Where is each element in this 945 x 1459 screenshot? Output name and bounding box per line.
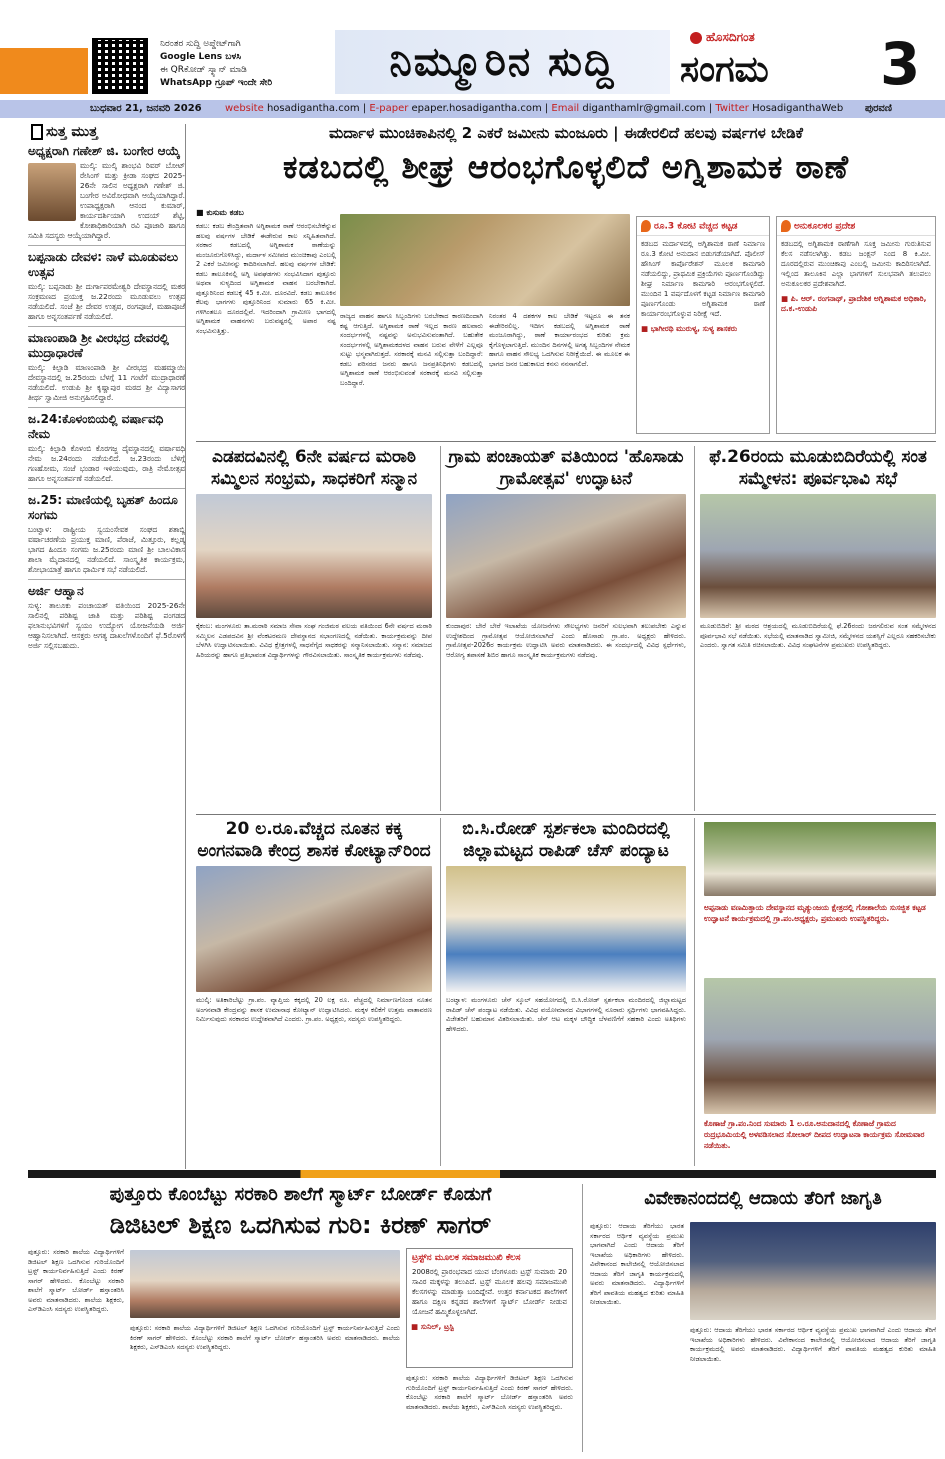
location-box-title (777, 217, 935, 236)
left-item-body: ಮುಲ್ಕಿ: ಮುಲ್ಕಿ ಶಾಂಭವಿ ರಿವರ್ ಬೋಟ್ ರೇಸಿಂಗ್ ಮತ್ತು ಕ್ರೀಡಾ ಸಂಘದ 2025-26ನೇ ಸಾಲಿನ ಅಧ್ಯಕ್ಷರಾಗಿ ಗಣೇಶ್ ಜಿ. ಬಂಗೇರ ಅವಿರೋಧವಾಗಿ ಆಯ್ಕೆಯಾಗಿದ್ದಾರೆ. ಉಪಾಧ್ಯಕ್ಷರಾಗಿ ಆನಂದ ಕುಮಾರ್, ಕಾರ್ಯದರ್ಶಿಯಾಗಿ ಉದಯ್ ಶೆಟ್ಟಿ, ಕೋಶಾಧಿಕಾರಿಯಾಗಿ ರವಿ ಪೂಜಾರಿ ಹಾಗೂ ಸಮಿತಿ ಸದಸ್ಯರು ಆಯ್ಕೆಯಾಗಿದ್ದಾರೆ. (28, 161, 185, 240)
cost-box-title (637, 217, 769, 236)
left-item-headline: ಜ.25: ಮಾಣಿಯಲ್ಲಿ ಬೃಹತ್ ಹಿಂದೂ ಸಂಗಮ (28, 493, 178, 522)
anganwadi-photo (196, 866, 432, 992)
left-item (28, 493, 185, 575)
santa-sammelana-headline: ಫೆ.26ರಂದು ಮೂಡುಬಿದಿರೆಯಲ್ಲಿ ಸಂತ ಸಮ್ಮೇಳನ: ಪೂರ್ವಭಾವಿ ಸಭೆ (709, 447, 927, 489)
issue-date: ಬುಧವಾರ 21, ಜನವರಿ 2026 (90, 103, 202, 114)
income-tax-body: ಪುತ್ತೂರು: ಆದಾಯ ತೆರಿಗೆಯು ಭಾರತ ಸರ್ಕಾರದ ಆರ್ಥಿಕ ವ್ಯವಸ್ಥೆಯ ಪ್ರಮುಖ ಭಾಗವಾಗಿದೆ ಎಂದು ಆದಾಯ ತೆರಿಗೆ ಇಲಾಖೆಯ ಅಧಿಕಾರಿಗಳು ಹೇಳಿದರು. ವಿವೇಕಾನಂದ ಕಾಲೇಜಿನಲ್ಲಿ ಆಯೋಜಿಸಲಾದ ಆದಾಯ ತೆರಿಗೆ ಜಾಗೃತಿ ಕಾರ್ಯಕ್ರಮದಲ್ಲಿ ಅವರು ಮಾತನಾಡಿದರು. ವಿದ್ಯಾರ್ಥಿಗಳಿಗೆ ತೆರಿಗೆ ಪಾವತಿಯ ಮಹತ್ವದ ಕುರಿತು ಮಾಹಿತಿ ನೀಡಲಾಯಿತು. (590, 1222, 684, 1306)
trust-box-body: 2008ರಲ್ಲಿ ಪ್ರಾರಂಭವಾದ ಯುವ ಬೆಂಗಳೂರು ಟ್ರಸ್ಟ್ ಸುಮಾರು 20 ಸಾವಿರ ಮಕ್ಕಳನ್ನು ತಲುಪಿದೆ. ಟ್ರಸ್ಟ್ ಮೂಲಕ ಹಲವು ಸಮಾಜಮುಖಿ ಕೆಲಸಗಳನ್ನು ಮಾಡುತ್ತಾ ಬಂದಿದ್ದೇವೆ. ಉತ್ತರ ಕರ್ನಾಟಕದ ಶಾಲೆಗಳಿಗೆ ಹಾಗೂ ದಕ್ಷಿಣ ಕನ್ನಡದ ಶಾಲೆಗಳಿಗೆ ಸ್ಮಾರ್ಟ್ ಬೋರ್ಡ್ ನೀಡುವ ಯೋಜನೆ ಹಮ್ಮಿಕೊಳ್ಳಲಾಗಿದೆ. (412, 1268, 567, 1316)
brand-logo-icon (690, 32, 702, 44)
divider (28, 579, 185, 580)
santa-meeting-photo (700, 494, 936, 618)
divider (28, 326, 185, 327)
epaper-link[interactable]: epaper.hosadigantha.com (411, 103, 542, 114)
cost-box (636, 216, 770, 434)
twitter-link[interactable]: HosadiganthaWeb (752, 103, 844, 114)
divider (28, 488, 185, 489)
divider (582, 1184, 583, 1452)
masthead (0, 0, 945, 100)
left-column (28, 124, 186, 1169)
location-box (776, 216, 936, 434)
portrait-photo (28, 163, 76, 221)
top-story-kicker: ಮರ್ದಾಳ ಮುಂಚಿಕಾಪಿನಲ್ಲಿ 2 ಎಕರೆ ಜಮೀನು ಮಂಜೂರು | ಈಡೇರಲಿದೆ ಹಲವು ವರ್ಷಗಳ ಬೇಡಿಕೆ (329, 124, 803, 142)
gramotsava-photo (446, 494, 686, 618)
smartboard-body-cont: ಪುತ್ತೂರು: ಸರಕಾರಿ ಶಾಲೆಯ ವಿದ್ಯಾರ್ಥಿಗಳಿಗೆ ಡಿಜಿಟಲ್ ಶಿಕ್ಷಣ ಒದಗಿಸುವ ಗುರಿಯೊಂದಿಗೆ ಟ್ರಸ್ಟ್ ಕಾರ್ಯನಿರ್ವಹಿಸುತ್ತಿದೆ ಎಂದು ಕಿರಣ್ ಸಾಗರ್ ಹೇಳಿದರು. ಕೊಂಬೆಟ್ಟು ಸರಕಾರಿ ಶಾಲೆಗೆ ಸ್ಮಾರ್ಟ್ ಬೋರ್ಡ್ ಹಸ್ತಾಂತರಿಸಿ ಅವರು ಮಾತನಾಡಿದರು. ಶಾಲೆಯ ಶಿಕ್ಷಕರು, ಎಸ್‌ಡಿಎಂಸಿ ಸದಸ್ಯರು ಉಪಸ್ಥಿತರಿದ್ದರು. (130, 1324, 400, 1351)
top-story-headline: ಕಡಬದಲ್ಲಿ ಶೀಘ್ರ ಆರಂಭಗೊಳ್ಳಲಿದೆ ಅಗ್ನಿಶಾಮಕ ಠಾಣೆ (283, 148, 849, 186)
twitter-label: Twitter (715, 103, 749, 114)
byline-name: ಕುಸುಮ ಕಡಬ (206, 208, 244, 217)
divider (28, 245, 185, 246)
website-link[interactable]: hosadigantha.com (266, 103, 360, 114)
left-item (28, 144, 185, 241)
smartboard-kicker: ಪುತ್ತೂರು ಕೊಂಬೆಟ್ಟು ಸರಕಾರಿ ಶಾಲೆಗೆ ಸ್ಮಾರ್ಟ್ ಬೋರ್ಡ್ ಕೊಡುಗೆ (109, 1184, 492, 1205)
left-item-body: ಸುಳ್ಯ: ತಾಲೂಕು ಪಂಚಾಯತ್ ವತಿಯಿಂದ 2025-26ನೇ ಸಾಲಿನಲ್ಲಿ ಪರಿಶಿಷ್ಟ ಜಾತಿ ಮತ್ತು ಪರಿಶಿಷ್ಟ ಪಂಗಡದ ಫಲಾನುಭವಿಗಳಿಗೆ ಸ್ವಯಂ ಉದ್ಯೋಗ ಯೋಜನೆಯಡಿ ಅರ್ಜಿ ಆಹ್ವಾನಿಸಲಾಗಿದೆ. ಆಸಕ್ತರು ಅಗತ್ಯ ದಾಖಲೆಗಳೊಂದಿಗೆ ಫೆ.5ರೊಳಗೆ ಅರ್ಜಿ ಸಲ್ಲಿಸಬಹುದು. (28, 601, 185, 650)
qr-line-3: ಈ QRಕೋಡ್ ಸ್ಕ್ಯಾನ್ ಮಾಡಿ (160, 65, 247, 75)
smartboard-photo (130, 1250, 400, 1318)
santa-sammelana-body: ಮೂಡುಬಿದಿರೆ: ಶ್ರೀ ಮಠದ ಆಶ್ರಯದಲ್ಲಿ ಮೂಡುಬಿದಿರೆಯಲ್ಲಿ ಫೆ.26ರಂದು ಜರಗಲಿರುವ ಸಂತ ಸಮ್ಮೇಳನದ ಪೂರ್ವಭಾವಿ ಸಭೆ ನಡೆಯಿತು. ಸಭೆಯಲ್ಲಿ ಮಾತನಾಡಿದ ಸ್ವಾಮೀಜಿ, ಸಮ್ಮೇಳನದ ಯಶಸ್ಸಿಗೆ ಎಲ್ಲರೂ ಸಹಕರಿಸಬೇಕು ಎಂದರು. ಸ್ವಾಗತ ಸಮಿತಿ ರಚಿಸಲಾಯಿತು. ವಿವಿಧ ಸಂಘಟನೆಗಳ ಪ್ರಮುಖರು ಉಪಸ್ಥಿತರಿದ್ದರು. (700, 622, 936, 649)
cost-box-body: ಕಡಬದ ಮರ್ದಾಳದಲ್ಲಿ ಅಗ್ನಿಶಾಮಕ ಠಾಣೆ ನಿರ್ಮಾಣ ರೂ.3 ಕೋಟಿ ಅನುದಾನ ಬಿಡುಗಡೆಯಾಗಿದೆ. ಪೊಲೀಸ್ ಹೌಸಿಂಗ್ ಕಾರ್ಪೊರೇಶನ್ ಮೂಲಕ ಕಾಮಗಾರಿ ನಡೆಯಲಿದ್ದು, ಪ್ರಾಥಮಿಕ ಪ್ರಕ್ರಿಯೆಗಳು ಪೂರ್ಣಗೊಂಡಿದ್ದು ಶೀಘ್ರ ನಿರ್ಮಾಣ ಕಾಮಗಾರಿ ಆರಂಭಗೊಳ್ಳಲಿದೆ. ಮುಂದಿನ 1 ವರ್ಷದೊಳಗೆ ಕಟ್ಟಡ ನಿರ್ಮಾಣ ಕಾಮಗಾರಿ ಪೂರ್ಣಗೊಂಡು ಅಗ್ನಿಶಾಮಕ ಠಾಣೆ ಕಾರ್ಯಾರಂಭಗೊಳ್ಳುವ ನಿರೀಕ್ಷೆ ಇದೆ. (641, 240, 765, 318)
location-box-byline: ■ ಪಿ. ಆರ್. ರಂಗನಾಥ್, ಪ್ರಾದೇಶಿಕ ಅಗ್ನಿಶಾಮಕ ಅಧಿಕಾರಿ, ದ.ಕ.-ಉಡುಪಿ (781, 294, 927, 313)
brand-label: ಹೊಸದಿಗಂತ (706, 30, 755, 44)
info-bar (0, 100, 945, 118)
left-item (28, 331, 185, 403)
income-tax-body-cont: ಪುತ್ತೂರು: ಆದಾಯ ತೆರಿಗೆಯು ಭಾರತ ಸರ್ಕಾರದ ಆರ್ಥಿಕ ವ್ಯವಸ್ಥೆಯ ಪ್ರಮುಖ ಭಾಗವಾಗಿದೆ ಎಂದು ಆದಾಯ ತೆರಿಗೆ ಇಲಾಖೆಯ ಅಧಿಕಾರಿಗಳು ಹೇಳಿದರು. ವಿವೇಕಾನಂದ ಕಾಲೇಜಿನಲ್ಲಿ ಆಯೋಜಿಸಲಾದ ಆದಾಯ ತೆರಿಗೆ ಜಾಗೃತಿ ಕಾರ್ಯಕ್ರಮದಲ್ಲಿ ಅವರು ಮಾತನಾಡಿದರು. ವಿದ್ಯಾರ್ಥಿಗಳಿಗೆ ತೆರಿಗೆ ಪಾವತಿಯ ಮಹತ್ವದ ಕುರಿತು ಮಾಹಿತಿ ನೀಡಲಾಯಿತು. (690, 1326, 936, 1363)
divider (440, 446, 441, 811)
income-tax-headline: ವಿವೇಕಾನಂದದಲ್ಲಿ ಆದಾಯ ತೆರಿಗೆ ಜಾಗೃತಿ (644, 1188, 882, 1209)
qr-line-2: Google Lens ಬಳಸಿ (160, 52, 242, 62)
drop-icon (781, 220, 791, 232)
brand-name (690, 30, 755, 45)
smartboard-body-tail: ಪುತ್ತೂರು: ಸರಕಾರಿ ಶಾಲೆಯ ವಿದ್ಯಾರ್ಥಿಗಳಿಗೆ ಡಿಜಿಟಲ್ ಶಿಕ್ಷಣ ಒದಗಿಸುವ ಗುರಿಯೊಂದಿಗೆ ಟ್ರಸ್ಟ್ ಕಾರ್ಯನಿರ್ವಹಿಸುತ್ತಿದೆ ಎಂದು ಕಿರಣ್ ಸಾಗರ್ ಹೇಳಿದರು. ಕೊಂಬೆಟ್ಟು ಸರಕಾರಿ ಶಾಲೆಗೆ ಸ್ಮಾರ್ಟ್ ಬೋರ್ಡ್ ಹಸ್ತಾಂತರಿಸಿ ಅವರು ಮಾತನಾಡಿದರು. ಶಾಲೆಯ ಶಿಕ್ಷಕರು, ಎಸ್‌ಡಿಎಂಸಿ ಸದಸ್ಯರು ಉಪಸ್ಥಿತರಿದ್ದರು. (406, 1374, 573, 1411)
section-band (28, 1170, 936, 1178)
solar-light-caption: ಕೊಣಾಜೆ ಗ್ರಾ.ಪಂ.ನಿಂದ ಸುಮಾರು 1 ಲ.ರೂ.ಅನುದಾನದಲ್ಲಿ ಕೊಣಾಜೆ ಗ್ರಾಮದ ರುದ್ರಭೂಮಿಯಲ್ಲಿ ಅಳವಡಿಸಲಾದ ಸೋಲಾರ್ ದೀಪದ ಉದ್ಘಾಟನಾ ಕಾರ್ಯಕ್ರಮ ಸೋಮವಾರ ನಡೆಯಿತು. (704, 1119, 925, 1150)
smartboard-headline: ಡಿಜಿಟಲ್ ಶಿಕ್ಷಣ ಒದಗಿಸುವ ಗುರಿ: ಕಿರಣ್ ಸಾಗರ್ (109, 1211, 492, 1239)
qr-code-icon[interactable] (92, 38, 148, 94)
gramotsava-body: ಕುಂದಾಪುರ: ಬೇರೆ ಬೇರೆ ಇಲಾಖೆಯ ಯೋಜನೆಗಳು ಸೌಲಭ್ಯಗಳು ಜನರಿಗೆ ಸುಲಭವಾಗಿ ತಲುಪಬೇಕು ಎನ್ನುವ ಉದ್ದೇಶದಿಂದ ಗ್ರಾಮೋತ್ಸವ ಆಯೋಜಿಸಲಾಗಿದೆ ಎಂದು ಹೊಸಾಡು ಗ್ರಾ.ಪಂ. ಅಧ್ಯಕ್ಷರು ಹೇಳಿದರು. ಗ್ರಾಮೋತ್ಸವ-2026ರ ಕಾರ್ಯಕ್ರಮ ಉದ್ಘಾಟಿಸಿ ಅವರು ಮಾತನಾಡಿದರು. ಈ ಸಂದರ್ಭದಲ್ಲಿ ವಿವಿಧ ಸ್ಪರ್ಧೆಗಳು, ಆರೋಗ್ಯ ತಪಾಸಣೆ ಶಿಬಿರ ಹಾಗೂ ಸಾಂಸ್ಕೃತಿಕ ಕಾರ್ಯಕ್ರಮಗಳು ನಡೆದವು. (446, 622, 686, 659)
divider (440, 818, 441, 1166)
trust-box-byline: ■ ಸುನಿಲ್, ಟ್ರಸ್ಟಿ (411, 1322, 454, 1331)
left-item-headline: ಅರ್ಜಿ ಆಹ್ವಾನ (28, 584, 84, 598)
top-story-col-2: ರಾಜ್ಯದ ವಾಹನ ಹಾಗೂ ಸಿಬ್ಬಂದಿಗಳು ಬರಬೇಕಾದ ಕಾರಣದಿಂದಾಗಿ ಕಷ್ಟ ಆಗುತ್ತಿದೆ. ಅಗ್ನಿಶಾಮಕ ಠಾಣೆ ಇಲ್ಲದ ಕಾರಣ ಹಲವಾರು ಸಂದರ್ಭಗಳಲ್ಲಿ ನಷ್ಟವನ್ನು ಅನುಭವಿಸುವಂತಾಗಿದೆ. ಬಹುತೇಕ ಸಂದರ್ಭಗಳಲ್ಲಿ ಅಗ್ನಿಶಾಮಕದಳದ ವಾಹನ ಬರುವ ವೇಳೆಗೆ ಎಲ್ಲವೂ ಸುಟ್ಟು ಭಸ್ಮವಾಗಿರುತ್ತದೆ. ಸರಕಾರಕ್ಕೆ ಮನವಿ ಸಲ್ಲಿಸುತ್ತಾ ಬಂದಿದ್ದಾರೆ: ಕಡಬ ಪರಿಸರದ ಜನರು ಹಾಗೂ ಜನಪ್ರತಿನಿಧಿಗಳು ಕಡಬದಲ್ಲಿ ಅಗ್ನಿಶಾಮಕ ಠಾಣೆ ಆರಂಭಿಸುವಂತೆ ಸರಕಾರಕ್ಕೆ ಮನವಿ ಸಲ್ಲಿಸುತ್ತಾ ಬಂದಿದ್ದಾರೆ. (340, 312, 483, 387)
left-item (28, 584, 185, 651)
suttamutta-label: ಸುತ್ತ ಮುತ್ತ (46, 124, 98, 140)
qr-line-4: WhatsApp ಗ್ರೂಪ್ ಇಂದೇ ಸೇರಿ (160, 78, 273, 88)
trust-box-title: ಟ್ರಸ್ಟ್‌ನ ಮೂಲಕ ಸಮಾಜಮುಖಿ ಕೆಲಸ (412, 1253, 521, 1263)
paper-name: ನಿಮ್ಮೂರಿನ ಸುದ್ದಿ (335, 30, 670, 94)
left-item-body: ಮುಲ್ಕಿ: ಕಿಲ್ಪಾಡಿ ಮಾಣಂಪಾಡಿ ಶ್ರೀ ವೀರಭದ್ರ ಮಹಮ್ಮಾಯಿ ದೇವಸ್ಥಾನದಲ್ಲಿ ಜ.25ರಂದು ಬೆಳಗ್ಗೆ 11 ಗಂಟೆಗೆ ಮುದ್ರಾಧಾರಣೆ ನಡೆಯಲಿದೆ. ಉಡುಪಿ ಶ್ರೀ ಕೃಷ್ಣಾಪುರ ಮಠದ ಶ್ರೀ ವಿದ್ಯಾಸಾಗರ ತೀರ್ಥ ಸ್ವಾಮೀಜಿ ಅನುಗ್ರಹಿಸಲಿದ್ದಾರೆ. (28, 363, 185, 402)
door-icon (31, 124, 43, 140)
trust-box (406, 1248, 573, 1368)
left-item-headline: ಬಪ್ಪನಾಡು ದೇವಳ: ನಾಳೆ ಮೂಡುವಲು ಉತ್ಸವ (28, 250, 179, 279)
left-item-body: ಮುಲ್ಕಿ: ಬಪ್ಪನಾಡು ಶ್ರೀ ದುರ್ಗಾಪರಮೇಶ್ವರಿ ದೇವಸ್ಥಾನದಲ್ಲಿ ಮಕರ ಸಂಕ್ರಮಣದ ಪ್ರಯುಕ್ತ ಜ.22ರಂದು ಮೂಡುವಲು ಉತ್ಸವ ನಡೆಯಲಿದೆ. ಸಂಜೆ ಶ್ರೀ ದೇವರ ಉತ್ಸವ, ರಂಗಪೂಜೆ, ಮಹಾಪೂಜೆ ಹಾಗೂ ಅನ್ನಸಂತರ್ಪಣೆ ನಡೆಯಲಿದೆ. (28, 282, 185, 321)
left-item (28, 412, 185, 484)
goshala-caption: ಅಪ್ಪನಾಡು ವಣಮಿತ್ತಾಯ ದೇವಸ್ಥಾನದ ಮೃತ್ಯುಂಜಯ ಕ್ಷೇತ್ರದಲ್ಲಿ ಗೋಶಾಲೆಯ ಸುಸಜ್ಜಿತ ಕಟ್ಟಡ ಉದ್ಘಾಟನೆ ಕಾರ್ಯಕ್ರಮದಲ್ಲಿ ಗ್ರಾ.ಪಂ.ಅಧ್ಯಕ್ಷರು, ಪ್ರಮುಖರು ಉಪಸ್ಥಿತರಿದ್ದರು. (704, 903, 926, 923)
left-item-body: ಮುಲ್ಕಿ: ಕಿಲ್ಪಾಡಿ ಕೊಳಂಬಿ ಕೊರಗಜ್ಜ ದೈವಸ್ಥಾನದಲ್ಲಿ ವರ್ಷಾವಧಿ ನೇಮ ಜ.24ರಂದು ನಡೆಯಲಿದೆ. ಜ.23ರಂದು ಬೆಳಿಗ್ಗೆ ಗಣಹೋಮ, ಸಂಜೆ ಭಂಡಾರ ಇಳಿಯುವುದು, ರಾತ್ರಿ ನೇಮೋತ್ಸವ ಹಾಗೂ ಅನ್ನಸಂತರ್ಪಣೆ ನಡೆಯಲಿದೆ. (28, 444, 185, 483)
left-item (28, 250, 185, 322)
left-item-headline: ಮಾಣಂಪಾಡಿ ಶ್ರೀ ವೀರಭದ್ರ ದೇವರಲ್ಲಿ ಮುದ್ರಾಧಾರಣೆ (28, 331, 169, 360)
divider (196, 814, 936, 815)
site-photo (340, 214, 630, 306)
qr-line-1: ನಿರಂತರ ಸುದ್ದಿ ಅಪ್ಡೇಟ್‌ಗಾಗಿ (160, 39, 241, 49)
divider (694, 446, 695, 811)
email-label: Email (551, 103, 580, 114)
left-item-headline: ಜ.24:ಕೊಳಂಬಿಯಲ್ಲಿ ವರ್ಷಾವಧಿ ನೇಮ (28, 412, 164, 441)
marathi-story-headline: ಎಡಪದವಿನಲ್ಲಿ 6ನೇ ವರ್ಷದ ಮರಾಠಿ ಸಮ್ಮಿಲನ ಸಂಭ್ರಮ, ಸಾಧಕರಿಗೆ ಸನ್ಮಾನ (210, 447, 418, 489)
chess-body: ಬಂಟ್ವಾಳ: ಮಂಗಳೂರು ಚೆಸ್ ಸ್ಕೂಲ್ ಸಹಯೋಗದಲ್ಲಿ ಬಿ.ಸಿ.ರೋಡ್ ಸ್ಪರ್ಶಕಲಾ ಮಂದಿರದಲ್ಲಿ ಜಿಲ್ಲಾಮಟ್ಟದ ರಾಪಿಡ್ ಚೆಸ್ ಪಂದ್ಯಾಟ ನಡೆಯಿತು. ವಿವಿಧ ವಯೋಮಾನದ ವಿಭಾಗಗಳಲ್ಲಿ ನೂರಾರು ಸ್ಪರ್ಧಿಗಳು ಭಾಗವಹಿಸಿದ್ದರು. ವಿಜೇತರಿಗೆ ಬಹುಮಾನ ವಿತರಿಸಲಾಯಿತು. ಚೆಸ್ ಆಟ ಮಕ್ಕಳ ಬೌದ್ಧಿಕ ಬೆಳವಣಿಗೆಗೆ ಸಹಕಾರಿ ಎಂದು ಅತಿಥಿಗಳು ಹೇಳಿದರು. (446, 996, 686, 1033)
left-item-headline: ಅಧ್ಯಕ್ಷರಾಗಿ ಗಣೇಶ್ ಜಿ. ಬಂಗೇರ ಆಯ್ಕೆ (28, 144, 181, 158)
trust-box-byline-text: ಸುನಿಲ್, ಟ್ರಸ್ಟಿ (420, 1322, 454, 1331)
qr-instructions (160, 38, 335, 90)
drop-icon (641, 220, 651, 232)
supplement-name: ಸಂಗಮ (680, 48, 769, 90)
masthead-orange-block (0, 48, 88, 94)
suttamutta-logo (28, 124, 185, 140)
left-item-body: ಬಂಟ್ವಾಳ: ರಾಷ್ಟ್ರೀಯ ಸ್ವಯಂಸೇವಕ ಸಂಘದ ಶತಾಬ್ದಿ ವರ್ಷಾಚರಣೆಯ ಪ್ರಯುಕ್ತ ಮಾಣಿ, ಪೆರಾಜೆ, ಮಿತ್ತೂರು, ಕಲ್ಲಡ್ಕ ಭಾಗದ ಹಿಂದೂ ಸಂಗಮ ಜ.25ರಂದು ಮಾಣಿ ಶ್ರೀ ಬಾಲವಿಕಾಸ ಶಾಲಾ ಮೈದಾನದಲ್ಲಿ ನಡೆಯಲಿದೆ. ಸಾಂಸ್ಕೃತಿಕ ಕಾರ್ಯಕ್ರಮ, ಶೋಭಾಯಾತ್ರೆ ಹಾಗೂ ಧಾರ್ಮಿಕ ಸಭೆ ನಡೆಯಲಿದೆ. (28, 525, 185, 574)
anganwadi-body: ಮುಲ್ಕಿ: ಅತಿಕಾರಿಬೆಟ್ಟು ಗ್ರಾ.ಪಂ. ವ್ಯಾಪ್ತಿಯ ಕಕ್ಕದಲ್ಲಿ 20 ಲಕ್ಷ ರೂ. ವೆಚ್ಚದಲ್ಲಿ ನಿರ್ಮಾಣಗೊಂಡ ನೂತನ ಅಂಗನವಾಡಿ ಕೇಂದ್ರವನ್ನು ಶಾಸಕ ಉಮಾನಾಥ ಕೋಟ್ಯಾನ್ ಉದ್ಘಾಟಿಸಿದರು. ಮಕ್ಕಳ ಕಲಿಕೆಗೆ ಉತ್ತಮ ವಾತಾವರಣ ನಿರ್ಮಿಸುವುದು ಸರಕಾರದ ಉದ್ದೇಶವಾಗಿದೆ ಎಂದರು. ಗ್ರಾ.ಪಂ. ಅಧ್ಯಕ್ಷರು, ಸದಸ್ಯರು ಉಪಸ್ಥಿತರಿದ್ದರು. (196, 996, 432, 1023)
email-link[interactable]: diganthamlr@gmail.com (582, 103, 706, 114)
contact-links: website hosadigantha.com | E-paper epaper.hosadigantha.com | Email diganthamlr@gmail.com | Twitter HosadiganthaWeb (225, 103, 844, 114)
divider (196, 441, 936, 442)
cost-box-byline-text: ಭಾಗೀರಥಿ ಮುರುಳ್ಯ, ಸುಳ್ಯ ಶಾಸಕರು (650, 324, 738, 333)
top-story-byline: ■ ಕುಸುಮ ಕಡಬ (196, 208, 244, 217)
location-box-byline-text: ಪಿ. ಆರ್. ರಂಗನಾಥ್, ಪ್ರಾದೇಶಿಕ ಅಗ್ನಿಶಾಮಕ ಅಧಿಕಾರಿ, ದ.ಕ.-ಉಡುಪಿ (781, 294, 927, 313)
solar-light-photo (704, 978, 936, 1114)
income-tax-photo (690, 1222, 936, 1320)
location-box-title-text: ಅನುಕೂಲಕರ ಪ್ರದೇಶ (794, 221, 856, 232)
cost-box-title-text: ರೂ.3 ಕೋಟಿ ವೆಚ್ಚದ ಕಟ್ಟಡ (654, 221, 738, 232)
page-number: 3 (880, 30, 921, 98)
epaper-label: E-paper (369, 103, 409, 114)
divider (28, 407, 185, 408)
top-story-col-3: ನಿರಂತರ 4 ದಶಕಗಳ ಕಾಲ ಬೇಡಿಕೆ ಇಟ್ಟರೂ ಈ ತನಕ ಈಡೇರಿರಲಿಲ್ಲ. ಇದೀಗ ಕಡಬದಲ್ಲಿ ಅಗ್ನಿಶಾಮಕ ಠಾಣೆ ಮಂಜೂರಾಗಿದ್ದು, ಠಾಣೆ ಕಾರ್ಯಾರಂಭದ ಕುರಿತು ಕ್ರಮ ಕೈಗೊಳ್ಳಲಾಗುತ್ತಿದೆ. ಮುಂದಿನ ದಿನಗಳಲ್ಲಿ ಅಗತ್ಯ ಸಿಬ್ಬಂದಿಗಳ ನೇಮಕ ಹಾಗೂ ವಾಹನ ಸೌಲಭ್ಯ ಒದಗಿಸುವ ನಿರೀಕ್ಷೆಯಿದೆ. ಈ ಮೂಲಕ ಈ ಭಾಗದ ಜನರ ಬಹುಕಾಲದ ಕನಸು ನನಸಾಗಲಿದೆ. (489, 312, 630, 368)
gramotsava-headline: ಗ್ರಾಮ ಪಂಚಾಯತ್ ವತಿಯಿಂದ 'ಹೊಸಾಡು ಗ್ರಾಮೋತ್ಸವ' ಉದ್ಘಾಟನೆ (448, 447, 684, 489)
website-label: website (225, 103, 264, 114)
marathi-story-body: ಕೈಕಂಬ: ಮಂಗಳೂರು ತಾ.ಮರಾಠಿ ಸಮಾಜ ಸೇವಾ ಸಂಘ ಗಂಜಿಮಠ ವಲಯ ವತಿಯಿಂದ 6ನೇ ವರ್ಷದ ಮರಾಠಿ ಸಮ್ಮಿಲನ ಎಡಪದವಿನ ಶ್ರೀ ವೆಂಕಟರಮಣ ದೇವಸ್ಥಾನದ ಸಭಾಂಗಣದಲ್ಲಿ ನಡೆಯಿತು. ಕಾರ್ಯಕ್ರಮವನ್ನು ದೀಪ ಬೆಳಗಿಸಿ ಉದ್ಘಾಟಿಸಲಾಯಿತು. ವಿವಿಧ ಕ್ಷೇತ್ರಗಳಲ್ಲಿ ಸಾಧನೆಗೈದ ಸಾಧಕರನ್ನು ಸನ್ಮಾನಿಸಲಾಯಿತು. ಸನ್ಮಾನ: ಸಮಾಜದ ಹಿರಿಯರನ್ನು ಹಾಗೂ ಪ್ರತಿಭಾವಂತ ವಿದ್ಯಾರ್ಥಿಗಳನ್ನು ಗೌರವಿಸಲಾಯಿತು. ಸಾಂಸ್ಕೃತಿಕ ಕಾರ್ಯಕ್ರಮಗಳು ನಡೆದವು. (196, 622, 432, 659)
smartboard-body: ಪುತ್ತೂರು: ಸರಕಾರಿ ಶಾಲೆಯ ವಿದ್ಯಾರ್ಥಿಗಳಿಗೆ ಡಿಜಿಟಲ್ ಶಿಕ್ಷಣ ಒದಗಿಸುವ ಗುರಿಯೊಂದಿಗೆ ಟ್ರಸ್ಟ್ ಕಾರ್ಯನಿರ್ವಹಿಸುತ್ತಿದೆ ಎಂದು ಕಿರಣ್ ಸಾಗರ್ ಹೇಳಿದರು. ಕೊಂಬೆಟ್ಟು ಸರಕಾರಿ ಶಾಲೆಗೆ ಸ್ಮಾರ್ಟ್ ಬೋರ್ಡ್ ಹಸ್ತಾಂತರಿಸಿ ಅವರು ಮಾತನಾಡಿದರು. ಶಾಲೆಯ ಶಿಕ್ಷಕರು, ಎಸ್‌ಡಿಎಂಸಿ ಸದಸ್ಯರು ಉಪಸ್ಥಿತರಿದ್ದರು. (28, 1248, 124, 1313)
goshala-photo (704, 822, 936, 896)
location-box-body: ಕಡಬದಲ್ಲಿ ಅಗ್ನಿಶಾಮಕ ಠಾಣೆಗಾಗಿ ಸೂಕ್ತ ಜಮೀನು ಗುರುತಿಸುವ ಕೆಲಸ ನಡೆಸಲಾಗಿತ್ತು. ಕಡಬ ಜಂಕ್ಷನ್ ನಿಂದ 8 ಕಿ.ಮೀ. ದೂರದಲ್ಲಿರುವ ಮುಂಚಿಕಾಪು ಎಂಬಲ್ಲಿ ಜಮೀನು ಕಾದಿರಿಸಲಾಗಿದೆ. ಇಲ್ಲಿಂದ ತಾಲೂಕಿನ ಎಲ್ಲಾ ಭಾಗಗಳಿಗೆ ಸುಲಭವಾಗಿ ತಲುಪಲು ಅನುಕೂಲಕರ ಪ್ರದೇಶವಾಗಿದೆ. (781, 240, 931, 288)
supplement-label: ಪುರವಣಿ (865, 103, 892, 114)
cost-box-byline: ■ ಭಾಗೀರಥಿ ಮುರುಳ್ಯ, ಸುಳ್ಯ ಶಾಸಕರು (641, 324, 738, 333)
divider (694, 818, 695, 1166)
top-story-col-1: ಕಡಬ: ಕಡಬ ಕೇಂದ್ರಿತವಾಗಿ ಅಗ್ನಿಶಾಮಕ ಠಾಣೆ ಆರಂಭಿಸಬೇಕೆನ್ನುವ ಹಲವು ವರ್ಷಗಳ ಬೇಡಿಕೆ ಈಡೇರುವ ಕಾಲ ಸನ್ನಿಹಿತವಾಗಿದೆ. ಸರಕಾರ ಕಡಬದಲ್ಲಿ ಅಗ್ನಿಶಾಮಕ ಠಾಣೆಯನ್ನು ಮಂಜೂರುಗೊಳಿಸಿದ್ದು, ಮರ್ದಾಳ ಸಮೀಪದ ಮುಂಚಿಕಾಪು ಎಂಬಲ್ಲಿ 2 ಎಕರೆ ಜಮೀನನ್ನು ಕಾದಿರಿಸಲಾಗಿದೆ. ಹಲವು ವರ್ಷಗಳ ಬೇಡಿಕೆ: ಕಡಬ ತಾಲೂಕಿನಲ್ಲಿ ಅಗ್ನಿ ಅವಘಡಗಳು ಸಂಭವಿಸಿದಾಗ ಪುತ್ತೂರು ಅಥವಾ ಸುಳ್ಯದಿಂದ ಅಗ್ನಿಶಾಮಕ ವಾಹನ ಬರಬೇಕಾಗಿದೆ. ಪುತ್ತೂರಿನಿಂದ ಕಡಬಕ್ಕೆ 45 ಕಿ.ಮೀ. ದೂರವಿದೆ. ಕಡಬ ತಾಲೂಕಿನ ಕೆಲವು ಭಾಗಗಳು ಪುತ್ತೂರಿನಿಂದ ಸುಮಾರು 65 ಕಿ.ಮೀ. ಗಳಿಗಿಂತಲೂ ದೂರದಲ್ಲಿವೆ. ಇದರಿಂದಾಗಿ ಗ್ರಾಮೀಣ ಭಾಗದಲ್ಲಿ ಅಗ್ನಿಶಾಮಕ ವಾಹನಗಳು ಬರುವಷ್ಟರಲ್ಲಿ ಅಪಾರ ನಷ್ಟ ಸಂಭವಿಸುತ್ತಿತ್ತು. (196, 222, 336, 335)
chess-photo (446, 866, 686, 992)
anganwadi-headline: 20 ಲ.ರೂ.ವೆಚ್ಚದ ನೂತನ ಕಕ್ಕ ಅಂಗನವಾಡಿ ಕೇಂದ್ರ ಶಾಸಕ ಕೋಟ್ಯಾನ್‌ರಿಂದ (197, 819, 431, 861)
chess-headline: ಬಿ.ಸಿ.ರೋಡ್ ಸ್ಪರ್ಶಕಲಾ ಮಂದಿರದಲ್ಲಿ ಜಿಲ್ಲಾಮಟ್ಟದ ರಾಪಿಡ್ ಚೆಸ್ ಪಂದ್ಯಾಟ (462, 819, 670, 861)
marathi-event-photo (196, 494, 432, 618)
